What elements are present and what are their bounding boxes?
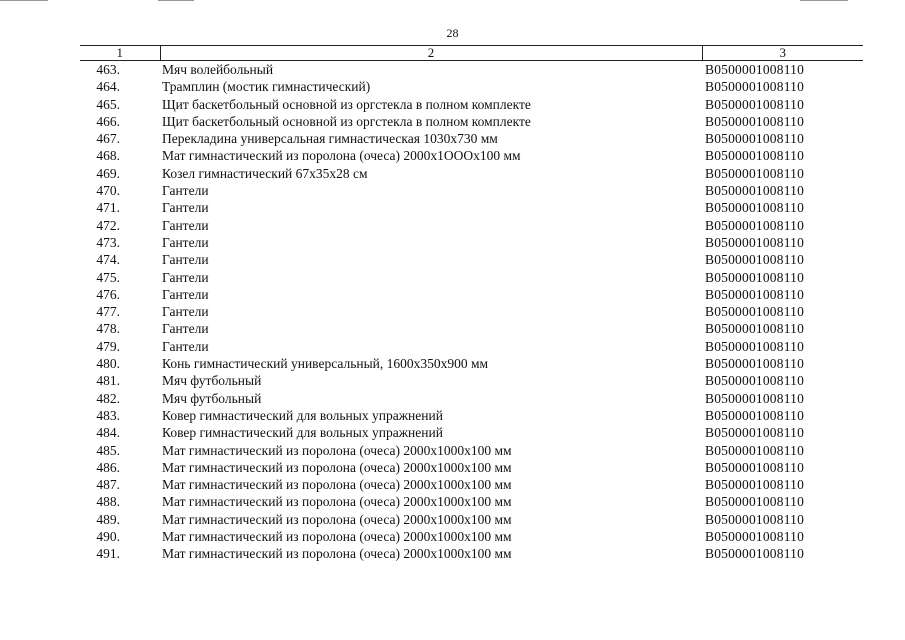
item-code: B0500001008110: [705, 442, 805, 458]
table-row: [80, 442, 863, 459]
scan-edge-mark: [0, 0, 48, 1]
row-number: 466.: [96, 113, 120, 129]
item-name: Мат гимнастический из поролона (очеса) 2000x1OOOx100 мм: [162, 148, 521, 164]
table-row: [80, 96, 863, 113]
item-name: Мат гимнастический из поролона (очеса) 2000x1000x100 мм: [162, 529, 512, 545]
row-number: 486.: [96, 459, 120, 475]
item-code: B0500001008110: [705, 373, 805, 389]
row-number: 478.: [96, 321, 120, 337]
item-name: Мяч футбольный: [162, 373, 262, 389]
row-number: 480.: [96, 356, 120, 372]
table-row: [80, 493, 863, 510]
table-row: [80, 459, 863, 476]
page-number: 28: [446, 26, 459, 40]
row-number: 470.: [96, 183, 120, 199]
item-name: Козел гимнастический 67x35x28 см: [162, 165, 368, 181]
table-row: [80, 320, 863, 337]
row-number: 484.: [96, 425, 120, 441]
row-number: 467.: [96, 131, 120, 147]
item-code: B0500001008110: [705, 234, 805, 250]
table-row: [80, 165, 863, 182]
item-name: Щит баскетбольный основной из оргстекла в полном комплекте: [162, 96, 531, 112]
table-row: [80, 78, 863, 95]
column-header-number: 1: [80, 46, 160, 61]
item-code: B0500001008110: [705, 252, 805, 268]
item-name: Мат гимнастический из поролона (очеса) 2000x1000x100 мм: [162, 477, 512, 493]
item-name: Щит баскетбольный основной из оргстекла в полном комплекте: [162, 113, 531, 129]
row-number: 482.: [96, 390, 120, 406]
row-number: 464.: [96, 79, 120, 95]
table-row: [80, 303, 863, 320]
row-number: 471.: [96, 200, 120, 216]
item-code: B0500001008110: [705, 148, 805, 164]
row-number: 481.: [96, 373, 120, 389]
item-code: B0500001008110: [705, 338, 805, 354]
item-name: Гантели: [162, 321, 209, 337]
item-name: Мат гимнастический из поролона (очеса) 2000x1000x100 мм: [162, 459, 512, 475]
inventory-table: [80, 45, 863, 563]
table-header-row: [80, 46, 863, 61]
row-number: 476.: [96, 286, 120, 302]
table-row: [80, 130, 863, 147]
table-row: [80, 269, 863, 286]
table-row: [80, 476, 863, 493]
item-code: B0500001008110: [705, 511, 805, 527]
row-number: 488.: [96, 494, 120, 510]
item-name: Мяч волейбольный: [162, 62, 274, 77]
table-row: [80, 113, 863, 130]
row-number: 477.: [96, 304, 120, 320]
item-name: Конь гимнастический универсальный, 1600x350x900 мм: [162, 356, 489, 372]
item-code: B0500001008110: [705, 425, 805, 441]
table-row: [80, 286, 863, 303]
table-row: [80, 147, 863, 164]
item-name: Гантели: [162, 234, 209, 250]
table-row: [80, 234, 863, 251]
item-name: Гантели: [162, 217, 209, 233]
item-name: Гантели: [162, 338, 209, 354]
item-code: B0500001008110: [705, 96, 805, 112]
item-name: Мат гимнастический из поролона (очеса) 2000x1000x100 мм: [162, 546, 512, 562]
item-name: Гантели: [162, 304, 209, 320]
item-code: B0500001008110: [705, 546, 805, 562]
item-code: B0500001008110: [705, 269, 805, 285]
table-row: [80, 182, 863, 199]
column-header-name: 2: [160, 46, 702, 61]
item-code: B0500001008110: [705, 183, 805, 199]
table-row: [80, 390, 863, 407]
item-code: B0500001008110: [705, 165, 805, 181]
table-row: [80, 199, 863, 216]
item-code: B0500001008110: [705, 321, 805, 337]
item-code: B0500001008110: [705, 356, 805, 372]
item-code: B0500001008110: [705, 200, 805, 216]
item-code: B0500001008110: [705, 390, 805, 406]
row-number: 483.: [96, 407, 120, 423]
item-name: Трамплин (мостик гимнастический): [162, 79, 371, 95]
item-name: Мат гимнастический из поролона (очеса) 2000x1000x100 мм: [162, 442, 512, 458]
item-code: B0500001008110: [705, 62, 805, 77]
row-number: 490.: [96, 529, 120, 545]
table-row: [80, 528, 863, 545]
row-number: 491.: [96, 546, 120, 562]
scan-edge-mark: [800, 0, 848, 1]
item-code: B0500001008110: [705, 477, 805, 493]
column-header-code: 3: [702, 46, 863, 61]
item-name: Гантели: [162, 269, 209, 285]
item-name: Перекладина универсальная гимнастическая 1030x730 мм: [162, 131, 498, 147]
item-name: Гантели: [162, 183, 209, 199]
item-code: B0500001008110: [705, 459, 805, 475]
row-number: 489.: [96, 511, 120, 527]
item-code: B0500001008110: [705, 407, 805, 423]
item-name: Мяч футбольный: [162, 390, 262, 406]
item-code: B0500001008110: [705, 529, 805, 545]
item-name: Гантели: [162, 286, 209, 302]
table-row: [80, 338, 863, 355]
row-number: 463.: [96, 62, 120, 77]
item-code: B0500001008110: [705, 217, 805, 233]
item-code: B0500001008110: [705, 304, 805, 320]
scan-edge-mark: [158, 0, 194, 1]
table-row: [80, 217, 863, 234]
row-number: 479.: [96, 338, 120, 354]
table-row: [80, 545, 863, 562]
item-code: B0500001008110: [705, 113, 805, 129]
row-number: 474.: [96, 252, 120, 268]
row-number: 469.: [96, 165, 120, 181]
row-number: 468.: [96, 148, 120, 164]
item-code: B0500001008110: [705, 131, 805, 147]
table-row: [80, 407, 863, 424]
item-name: Ковер гимнастический для вольных упражнений: [162, 407, 443, 423]
row-number: 487.: [96, 477, 120, 493]
row-number: 473.: [96, 234, 120, 250]
item-name: Мат гимнастический из поролона (очеса) 2000x1000x100 мм: [162, 511, 512, 527]
table-row: [80, 372, 863, 389]
table-row: [80, 355, 863, 372]
table-row: [80, 511, 863, 528]
row-number: 472.: [96, 217, 120, 233]
item-code: B0500001008110: [705, 286, 805, 302]
item-name: Ковер гимнастический для вольных упражнений: [162, 425, 443, 441]
table-row: [80, 424, 863, 441]
item-code: B0500001008110: [705, 79, 805, 95]
row-number: 485.: [96, 442, 120, 458]
item-name: Гантели: [162, 252, 209, 268]
item-code: B0500001008110: [705, 494, 805, 510]
row-number: 475.: [96, 269, 120, 285]
item-name: Мат гимнастический из поролона (очеса) 2000x1000x100 мм: [162, 494, 512, 510]
table-row: [80, 61, 863, 79]
row-number: 465.: [96, 96, 120, 112]
table-row: [80, 251, 863, 268]
item-name: Гантели: [162, 200, 209, 216]
